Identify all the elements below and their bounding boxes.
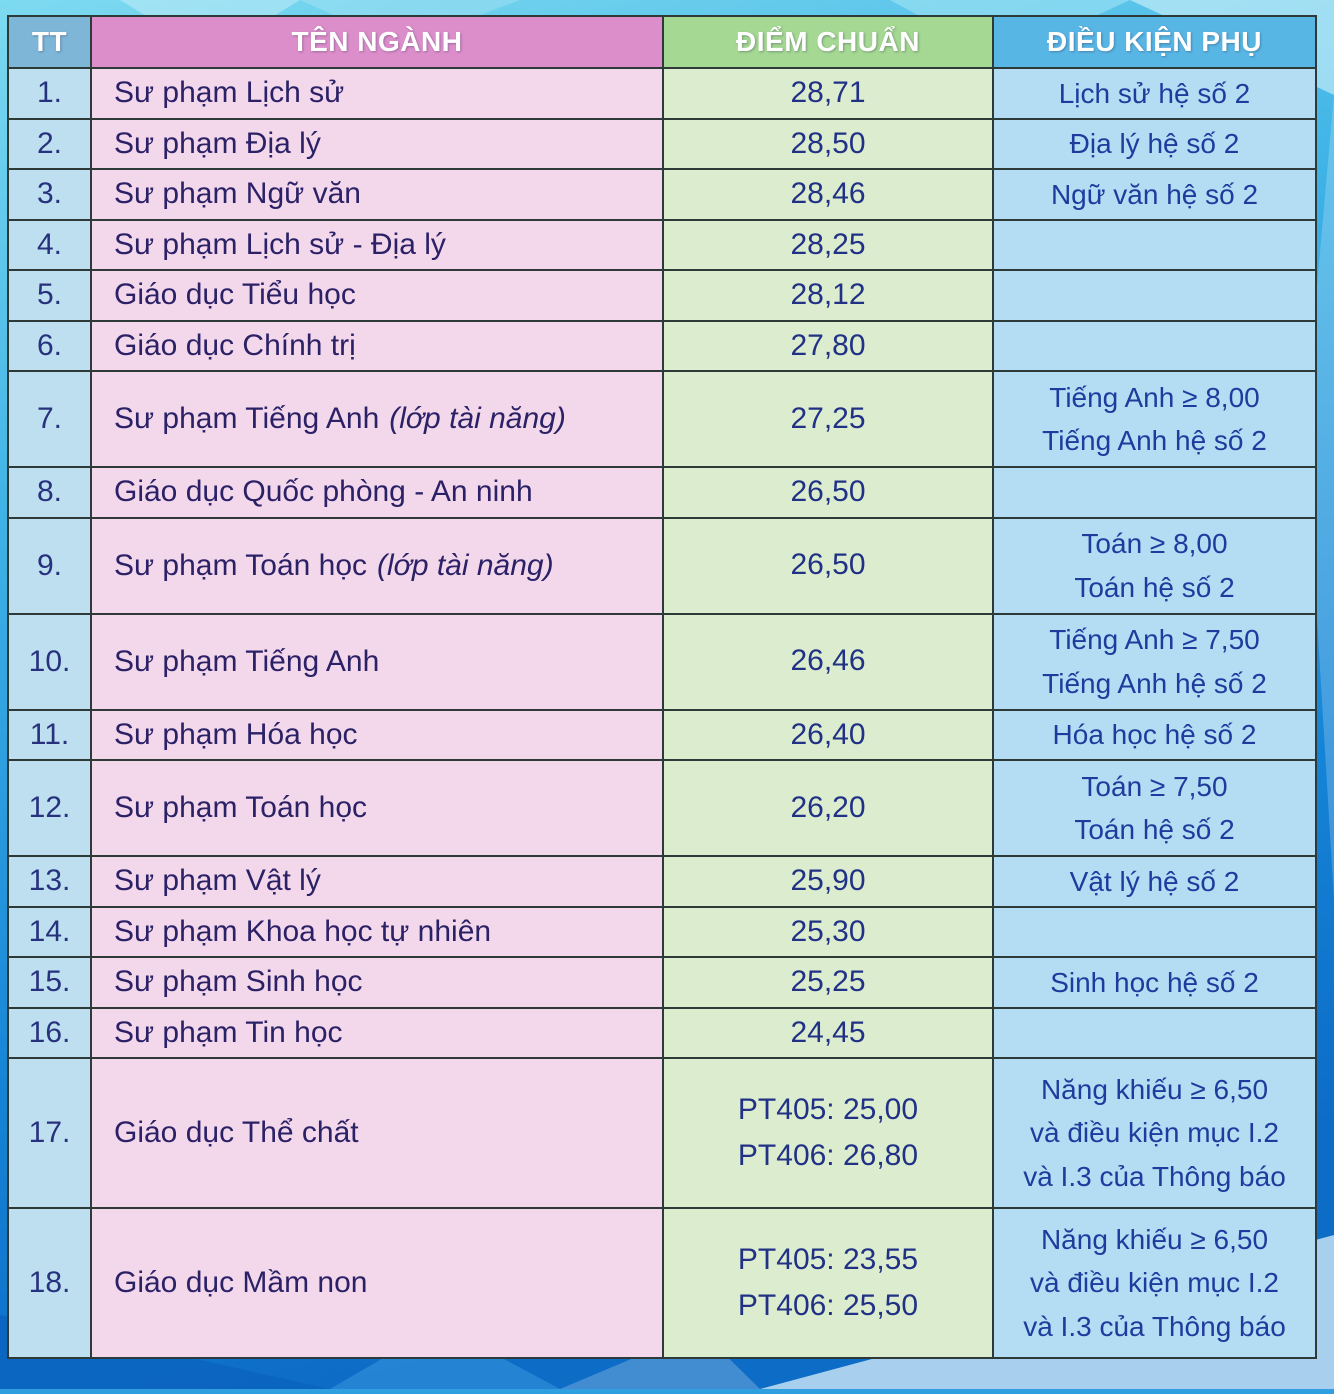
table-row bbox=[8, 119, 1316, 170]
program-name: Sư phạm Tiếng Anh bbox=[114, 644, 380, 678]
program-name-cell bbox=[91, 518, 663, 614]
condition-line: Hóa học hệ số 2 bbox=[1052, 719, 1257, 751]
table-row bbox=[8, 270, 1316, 321]
program-name-cell bbox=[91, 760, 663, 856]
condition-line: và điều kiện mục I.2 bbox=[1029, 1117, 1280, 1149]
row-number-cell: 4. bbox=[8, 220, 91, 271]
condition-line: Ngữ văn hệ số 2 bbox=[1050, 178, 1259, 210]
condition-line: Tiếng Anh ≥ 8,00 bbox=[1049, 381, 1260, 413]
table-row bbox=[8, 856, 1316, 907]
condition-line: Toán ≥ 7,50 bbox=[1081, 770, 1228, 802]
table-row bbox=[8, 907, 1316, 958]
condition-line: Sinh học hệ số 2 bbox=[1050, 966, 1259, 998]
row-number-cell: 18. bbox=[8, 1208, 91, 1358]
score-line: 25,90 bbox=[790, 864, 866, 897]
program-name: Sư phạm Ngữ văn bbox=[114, 177, 361, 211]
condition-cell bbox=[993, 518, 1316, 614]
row-number-cell: 6. bbox=[8, 321, 91, 372]
score-line: 26,50 bbox=[790, 475, 866, 508]
score-line: PT406: 25,50 bbox=[737, 1289, 919, 1322]
program-name: Sư phạm Lịch sử bbox=[114, 76, 345, 110]
program-name-cell bbox=[91, 467, 663, 518]
condition-line: Tiếng Anh ≥ 7,50 bbox=[1049, 624, 1260, 656]
row-number-cell: 5. bbox=[8, 270, 91, 321]
program-name: Sư phạm Sinh học bbox=[114, 965, 363, 999]
score-cell bbox=[663, 270, 993, 321]
row-number-cell: 8. bbox=[8, 467, 91, 518]
program-name: Giáo dục Chính trị bbox=[114, 328, 356, 362]
row-number-cell: 10. bbox=[8, 614, 91, 710]
score-cell bbox=[663, 957, 993, 1008]
program-name-cell bbox=[91, 169, 663, 220]
table-row bbox=[8, 1008, 1316, 1059]
condition-cell bbox=[993, 321, 1316, 372]
condition-cell bbox=[993, 467, 1316, 518]
program-name-cell bbox=[91, 119, 663, 170]
row-number-cell: 1. bbox=[8, 68, 91, 119]
score-cell bbox=[663, 467, 993, 518]
score-cell bbox=[663, 518, 993, 614]
table-row bbox=[8, 760, 1316, 856]
row-number-cell: 7. bbox=[8, 371, 91, 467]
table-row bbox=[8, 1208, 1316, 1358]
row-number-cell: 14. bbox=[8, 907, 91, 958]
row-number-cell: 15. bbox=[8, 957, 91, 1008]
condition-line: Năng khiếu ≥ 6,50 bbox=[1040, 1223, 1269, 1255]
table-row bbox=[8, 371, 1316, 467]
program-name: Sư phạm Toán học bbox=[114, 548, 368, 582]
score-line: 25,30 bbox=[790, 914, 866, 948]
header-cell-score: ĐIỂM CHUẨN bbox=[663, 16, 993, 68]
condition-cell bbox=[993, 1008, 1316, 1059]
row-number-cell: 2. bbox=[8, 119, 91, 170]
program-name: Giáo dục Quốc phòng - An ninh bbox=[114, 475, 533, 509]
condition-line: và I.3 của Thông báo bbox=[1023, 1160, 1286, 1192]
score-line: 28,50 bbox=[790, 126, 866, 160]
score-cell bbox=[663, 710, 993, 761]
table-row bbox=[8, 710, 1316, 761]
condition-cell bbox=[993, 1208, 1316, 1358]
program-name-cell bbox=[91, 614, 663, 710]
score-line: 26,20 bbox=[790, 790, 866, 824]
condition-cell bbox=[993, 1058, 1316, 1208]
program-name: Sư phạm Tiếng Anh bbox=[114, 402, 380, 435]
program-name: Giáo dục Tiểu học bbox=[114, 278, 356, 312]
condition-line: Toán hệ số 2 bbox=[1074, 814, 1235, 845]
score-cell bbox=[663, 760, 993, 856]
condition-line: và điều kiện mục I.2 bbox=[1029, 1267, 1280, 1299]
table-row bbox=[8, 169, 1316, 220]
condition-cell bbox=[993, 856, 1316, 907]
condition-cell bbox=[993, 760, 1316, 856]
program-name-cell bbox=[91, 270, 663, 321]
condition-cell bbox=[993, 371, 1316, 467]
table-row bbox=[8, 220, 1316, 271]
score-cell bbox=[663, 856, 993, 907]
condition-line: Tiếng Anh hệ số 2 bbox=[1042, 667, 1267, 699]
score-cell bbox=[663, 371, 993, 467]
condition-cell bbox=[993, 957, 1316, 1008]
score-cell bbox=[663, 169, 993, 220]
score-line: 26,46 bbox=[790, 644, 866, 678]
condition-line: Tiếng Anh hệ số 2 bbox=[1042, 425, 1267, 456]
header-cell-condition: ĐIỀU KIỆN PHỤ bbox=[993, 16, 1316, 68]
score-line: 27,80 bbox=[790, 328, 866, 362]
row-number-cell: 9. bbox=[8, 518, 91, 614]
program-name-cell bbox=[91, 371, 663, 467]
score-line: 26,40 bbox=[790, 717, 866, 751]
score-line: 28,12 bbox=[790, 278, 866, 311]
score-cell bbox=[663, 907, 993, 958]
table-row bbox=[8, 518, 1316, 614]
program-note: (lớp tài năng) bbox=[389, 402, 566, 435]
table-row bbox=[8, 321, 1316, 372]
table-row bbox=[8, 1058, 1316, 1208]
condition-cell bbox=[993, 169, 1316, 220]
program-name-cell bbox=[91, 856, 663, 907]
program-name: Sư phạm Tin học bbox=[114, 1015, 343, 1049]
condition-cell bbox=[993, 614, 1316, 710]
row-number-cell: 12. bbox=[8, 760, 91, 856]
program-name: Giáo dục Thể chất bbox=[114, 1116, 359, 1149]
score-line: 28,46 bbox=[790, 177, 866, 210]
program-note: (lớp tài năng) bbox=[377, 548, 554, 582]
score-cell bbox=[663, 1008, 993, 1059]
admission-scores-table bbox=[7, 15, 1317, 1359]
score-cell bbox=[663, 68, 993, 119]
row-number-cell: 17. bbox=[8, 1058, 91, 1208]
program-name: Sư phạm Vật lý bbox=[114, 864, 321, 898]
table-row bbox=[8, 614, 1316, 710]
score-line: PT406: 26,80 bbox=[737, 1139, 919, 1172]
condition-cell bbox=[993, 710, 1316, 761]
condition-line: Vật lý hệ số 2 bbox=[1069, 865, 1240, 897]
program-name-cell bbox=[91, 957, 663, 1008]
condition-cell bbox=[993, 220, 1316, 271]
condition-line: Lịch sử hệ số 2 bbox=[1058, 77, 1251, 109]
condition-line: Toán ≥ 8,00 bbox=[1081, 528, 1228, 560]
program-name-cell bbox=[91, 1208, 663, 1358]
program-name-cell bbox=[91, 1058, 663, 1208]
program-name: Sư phạm Toán học bbox=[114, 791, 368, 824]
program-name: Sư phạm Địa lý bbox=[114, 126, 321, 160]
score-line: 28,25 bbox=[790, 227, 866, 261]
table-row bbox=[8, 957, 1316, 1008]
header-row bbox=[8, 16, 1316, 68]
score-line: 25,25 bbox=[790, 965, 866, 998]
program-name-cell bbox=[91, 68, 663, 119]
program-name: Giáo dục Mầm non bbox=[114, 1266, 368, 1299]
score-line: PT405: 23,55 bbox=[737, 1242, 919, 1276]
row-number-cell: 11. bbox=[8, 710, 91, 761]
condition-line: Địa lý hệ số 2 bbox=[1069, 128, 1240, 160]
score-cell bbox=[663, 1208, 993, 1358]
score-line: 24,45 bbox=[790, 1015, 866, 1049]
condition-cell bbox=[993, 68, 1316, 119]
condition-line: Toán hệ số 2 bbox=[1074, 571, 1235, 603]
program-name: Sư phạm Lịch sử - Địa lý bbox=[114, 227, 446, 261]
program-name-cell bbox=[91, 220, 663, 271]
table-row bbox=[8, 68, 1316, 119]
program-name: Sư phạm Hóa học bbox=[114, 717, 358, 751]
score-line: PT405: 25,00 bbox=[737, 1092, 919, 1126]
score-line: 28,71 bbox=[790, 76, 866, 109]
program-name-cell bbox=[91, 710, 663, 761]
condition-cell bbox=[993, 907, 1316, 958]
condition-cell bbox=[993, 119, 1316, 170]
table-row bbox=[8, 467, 1316, 518]
program-name: Sư phạm Khoa học tự nhiên bbox=[114, 914, 492, 948]
program-name-cell bbox=[91, 321, 663, 372]
score-cell bbox=[663, 119, 993, 170]
header-cell-name: TÊN NGÀNH bbox=[91, 16, 663, 68]
score-cell bbox=[663, 321, 993, 372]
program-name-cell bbox=[91, 1008, 663, 1059]
row-number-cell: 13. bbox=[8, 856, 91, 907]
score-line: 27,25 bbox=[790, 401, 866, 435]
score-cell bbox=[663, 220, 993, 271]
condition-line: Năng khiếu ≥ 6,50 bbox=[1040, 1073, 1269, 1105]
condition-line: và I.3 của Thông báo bbox=[1023, 1310, 1286, 1342]
condition-cell bbox=[993, 270, 1316, 321]
score-cell bbox=[663, 1058, 993, 1208]
score-cell bbox=[663, 614, 993, 710]
row-number-cell: 3. bbox=[8, 169, 91, 220]
score-line: 26,50 bbox=[790, 548, 866, 582]
header-cell-tt: TT bbox=[8, 16, 91, 68]
row-number-cell: 16. bbox=[8, 1008, 91, 1059]
program-name-cell bbox=[91, 907, 663, 958]
